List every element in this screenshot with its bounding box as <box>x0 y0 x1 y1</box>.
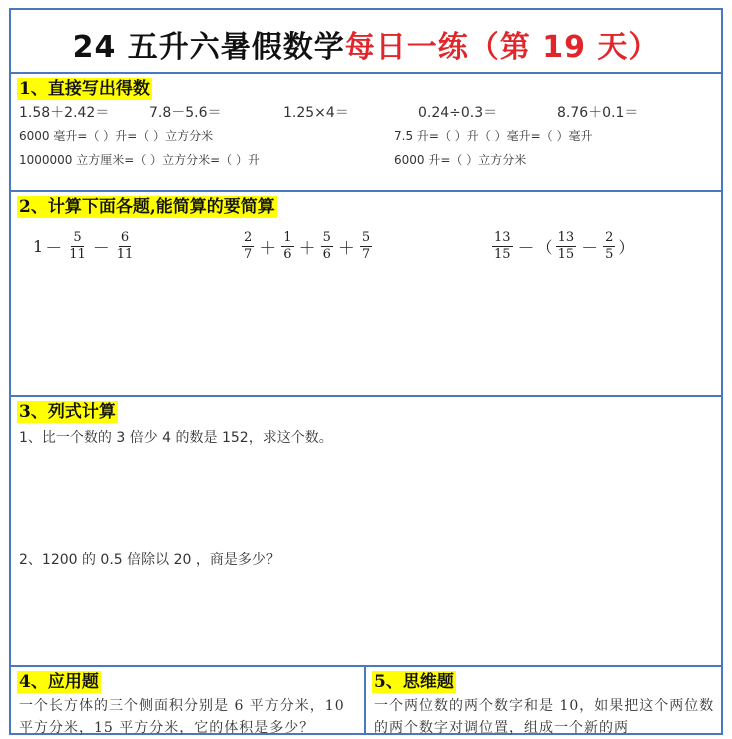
section1-heading: 1、直接写出得数 <box>19 79 150 99</box>
expr3-op2: － <box>581 239 599 259</box>
section3-heading: 3、列式计算 <box>19 402 116 422</box>
section-word-problem <box>9 665 366 735</box>
expression-3 <box>489 230 634 263</box>
unit-conversion-2: 7.5 升=（ ）升（ ）毫升=（ ）毫升 <box>394 129 593 143</box>
expr2-fraction-1: $\frac{2}{7}$ <box>244 230 253 262</box>
expr3-right-paren: ） <box>618 238 635 257</box>
expr2-fraction-4: $\frac{5}{7}$ <box>361 230 371 262</box>
expr3-op1: － <box>517 239 535 259</box>
question-2: 2、1200 的 0.5 倍除以 20 ，商是多少？ <box>19 552 280 568</box>
expression-1 <box>33 230 138 263</box>
title-main: 24 五升六暑假数学 <box>72 30 345 65</box>
section2-heading: 2、计算下面各题,能简算的要简算 <box>19 197 275 217</box>
expr2-fraction-3: $\frac{5}{6}$ <box>322 230 331 262</box>
title-highlight: 每日一练（第 19 天） <box>344 30 660 65</box>
section-direct-answers <box>9 72 723 192</box>
section5-heading: 5、思维题 <box>374 672 454 692</box>
expr3-fraction-1: $\frac{13}{15}$ <box>494 230 511 262</box>
expr2-op2: ＋ <box>298 239 316 259</box>
expr1-op2: － <box>92 239 110 259</box>
unit-conversion-3: 1000000 立方厘米=（ ）立方分米=（ ）升 <box>19 153 260 167</box>
expr1-fraction-1: $\frac{5}{11}$ <box>69 230 86 262</box>
mental-calc-4: 0.24÷0.3＝ <box>418 105 498 121</box>
expr1-lead: 1 <box>33 237 44 256</box>
mental-calc-3: 1.25×4＝ <box>283 105 349 121</box>
expression-2 <box>239 230 375 263</box>
section-thinking-problem <box>364 665 723 735</box>
expr3-left-paren: （ <box>536 238 553 257</box>
section4-heading: 4、应用题 <box>19 672 99 692</box>
question-1: 1、比一个数的 3 倍少 4 的数是 152，求这个数。 <box>19 430 333 446</box>
unit-conversion-1: 6000 毫升=（ ）升=（ ）立方分米 <box>19 129 214 143</box>
expr1-op1: － <box>45 239 63 259</box>
mental-calc-5: 8.76＋0.1＝ <box>557 105 639 121</box>
expr1-fraction-2: $\frac{6}{11}$ <box>116 230 134 262</box>
expr3-fraction-2: $\frac{13}{15}$ <box>557 230 575 262</box>
thinking-problem-text: 一个两位数的两个数字和是 10，如果把这个两位数的两个数字对调位置，组成一个新的两 <box>374 698 715 736</box>
expr2-fraction-2: $\frac{1}{6}$ <box>283 230 292 262</box>
unit-conversion-4: 6000 升=（ ）立方分米 <box>394 153 527 167</box>
section-equation <box>9 395 723 667</box>
section-simplify <box>9 190 723 397</box>
mental-calc-2: 7.8－5.6＝ <box>149 105 222 121</box>
page-title <box>11 22 721 66</box>
expr2-op3: ＋ <box>337 239 355 259</box>
mental-calc-1: 1.58＋2.42＝ <box>19 105 110 121</box>
expr3-fraction-3: $\frac{2}{5}$ <box>605 230 614 262</box>
word-problem-text: 一个长方体的三个侧面积分别是 6 平方分米，10 平方分米，15 平方分米，它的体积是多少？ <box>19 698 345 736</box>
expr2-op1: ＋ <box>259 239 277 259</box>
title-box <box>9 8 723 74</box>
